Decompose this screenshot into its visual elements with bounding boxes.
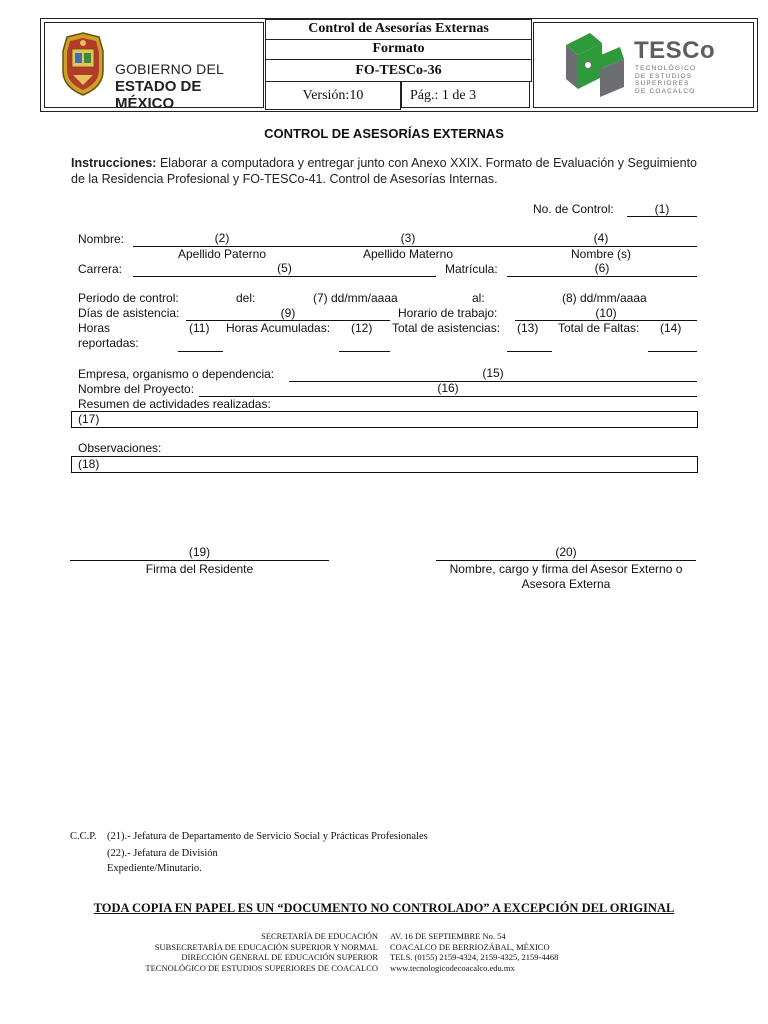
- header-doctype: Formato: [372, 41, 425, 56]
- no-control-label: No. de Control:: [533, 202, 614, 216]
- carrera-line: [133, 276, 436, 277]
- resumen-field: (17): [78, 412, 100, 426]
- apellido-materno-field[interactable]: (3): [400, 231, 416, 245]
- footer-left-block: [100, 931, 378, 973]
- form-title: CONTROL DE ASESORÍAS EXTERNAS: [264, 126, 504, 141]
- page-cell: [401, 81, 530, 108]
- footer-website-link[interactable]: www.tecnologicodecoacalco.edu.mx: [390, 962, 515, 973]
- empresa-field[interactable]: (15): [482, 366, 504, 380]
- apellido-paterno-caption: Apellido Paterno: [177, 247, 267, 261]
- header-title-cell: [265, 19, 532, 40]
- tesco-name: TESCo: [634, 37, 716, 64]
- firma-asesor-caption-1: Nombre, cargo y firma del Asesor Externo o: [449, 562, 683, 576]
- proyecto-label: Nombre del Proyecto:: [78, 382, 195, 396]
- total-asist-field[interactable]: (13): [517, 321, 539, 335]
- proyecto-field[interactable]: (16): [437, 381, 459, 395]
- horas-label-2: reportadas:: [78, 336, 139, 350]
- tesco-logo-cell: [533, 22, 754, 108]
- firma-asesor-line: [436, 560, 696, 561]
- firma-asesor-field[interactable]: (20): [555, 545, 577, 559]
- horario-field[interactable]: (10): [595, 306, 617, 320]
- firma-residente-caption: Firma del Residente: [145, 562, 254, 576]
- version-text: Versión:10: [302, 88, 364, 103]
- no-control-field[interactable]: (1): [654, 202, 670, 216]
- nombre-label: Nombre:: [78, 232, 125, 246]
- gobierno-line2: ESTADO DE MÉXICO: [115, 78, 202, 112]
- footer-address-line: COACALCO DE BERRIOZÁBAL, MÉXICO: [390, 941, 550, 952]
- version-cell: [265, 81, 401, 110]
- tesco-sub-line: DE COACALCO: [635, 87, 696, 95]
- observaciones-field: (18): [78, 457, 100, 471]
- footer-phone-line: TELS. (0155) 2159-4324, 2159-4325, 2159-4468: [390, 952, 559, 962]
- page-text: Pág.: 1 de 3: [410, 88, 477, 103]
- apellido-materno-caption: Apellido Materno: [362, 247, 454, 261]
- observaciones-label: Observaciones:: [78, 441, 162, 455]
- tesco-sub-line: DE ESTUDIOS: [635, 72, 693, 80]
- horas-acum-field[interactable]: (12): [351, 321, 373, 335]
- al-label: al:: [472, 291, 485, 305]
- proyecto-line: [199, 396, 697, 397]
- ccp-line-1: (21).- Jefatura de Departamento de Servicio Social y Prácticas Profesionales: [107, 831, 428, 842]
- footer-left-line: DIRECCIÓN GENERAL DE EDUCACIÓN SUPERIOR: [181, 952, 378, 962]
- matricula-label: Matrícula:: [445, 262, 498, 276]
- tesco-subtitle: [635, 65, 696, 95]
- tesco-logo-icon: [562, 29, 628, 101]
- firma-asesor-caption-2: Asesora Externa: [521, 577, 611, 591]
- del-field[interactable]: (7) dd/mm/aaaa: [313, 291, 398, 305]
- resumen-label: Resumen de actividades realizadas:: [78, 397, 271, 411]
- instructions-label: Instrucciones:: [71, 156, 157, 170]
- nombre-s-field[interactable]: (4): [593, 231, 609, 245]
- horas-acum-label: Horas Acumuladas:: [226, 321, 331, 335]
- dias-field[interactable]: (9): [280, 306, 296, 320]
- header-code-cell: [265, 59, 532, 82]
- uncontrolled-copy-notice: [0, 901, 768, 916]
- matricula-line: [507, 276, 697, 277]
- firma-residente-field[interactable]: (19): [188, 545, 211, 559]
- firma-residente-line: [70, 560, 329, 561]
- footer-left-line: TECNOLÓGICO DE ESTUDIOS SUPERIORES DE COACALCO: [145, 962, 378, 973]
- apellido-paterno-field[interactable]: (2): [214, 231, 230, 245]
- header-title: Control de Asesorías Externas: [308, 21, 489, 36]
- estado-de-mexico-seal-icon: [59, 31, 107, 97]
- horario-label: Horario de trabajo:: [398, 306, 498, 320]
- footer-left-line: SECRETARÍA DE EDUCACIÓN: [261, 931, 378, 941]
- al-field[interactable]: (8) dd/mm/aaaa: [562, 291, 647, 305]
- horas-label-1: Horas: [78, 321, 111, 335]
- nombre-s-caption: Nombre (s): [570, 247, 631, 261]
- footer-left-line: SUBSECRETARÍA DE EDUCACIÓN SUPERIOR Y NORMAL: [154, 941, 378, 952]
- observaciones-box[interactable]: [71, 456, 698, 473]
- total-asist-label: Total de asistencias:: [392, 321, 501, 335]
- tesco-sub-line: TECNOLÓGICO: [635, 65, 697, 72]
- header-doctype-cell: [265, 39, 532, 60]
- ccp-line-2: (22).- Jefatura de División: [107, 848, 218, 859]
- no-control-line: [627, 216, 697, 217]
- resumen-box[interactable]: [71, 411, 698, 428]
- header-code: FO-TESCo-36: [355, 63, 442, 78]
- footer-address-line: AV. 16 DE SEPTIEMBRE No. 54: [390, 931, 506, 941]
- instructions: [71, 155, 697, 187]
- tesco-sub-line: SUPERIORES: [635, 80, 690, 87]
- periodo-label: Periodo de control:: [78, 291, 179, 305]
- gobierno-logo-cell: [44, 22, 264, 112]
- instructions-text: Elaborar a computadora y entregar junto con Anexo XXIX. Formato de Evaluación y Seguimiento de la Residencia Profesional y FO-TESCo-41. Control de Asesorías Internas.: [71, 156, 697, 186]
- notice-text: TODA COPIA EN PAPEL ES UN “DOCUMENTO NO CONTROLADO” A EXCEPCIÓN DEL ORIGINAL: [93, 901, 675, 915]
- total-faltas-line: [648, 351, 697, 352]
- horas-line: [178, 351, 223, 352]
- carrera-label: Carrera:: [78, 262, 123, 276]
- matricula-field[interactable]: (6): [594, 261, 610, 275]
- total-faltas-field[interactable]: (14): [660, 321, 682, 335]
- horas-acum-line: [339, 351, 390, 352]
- ccp-prefix: C.C.P.: [70, 831, 97, 842]
- horas-field[interactable]: (11): [189, 321, 210, 335]
- total-faltas-label: Total de Faltas:: [558, 321, 640, 335]
- total-asist-line: [507, 351, 552, 352]
- footer-right-block: [390, 931, 650, 973]
- gobierno-line1: GOBIERNO DEL: [115, 61, 224, 77]
- carrera-field[interactable]: (5): [277, 261, 292, 275]
- dias-label: Días de asistencia:: [78, 306, 180, 320]
- empresa-label: Empresa, organismo o dependencia:: [78, 367, 275, 381]
- del-label: del:: [236, 291, 256, 305]
- ccp-line-3: Expediente/Minutario.: [107, 863, 202, 874]
